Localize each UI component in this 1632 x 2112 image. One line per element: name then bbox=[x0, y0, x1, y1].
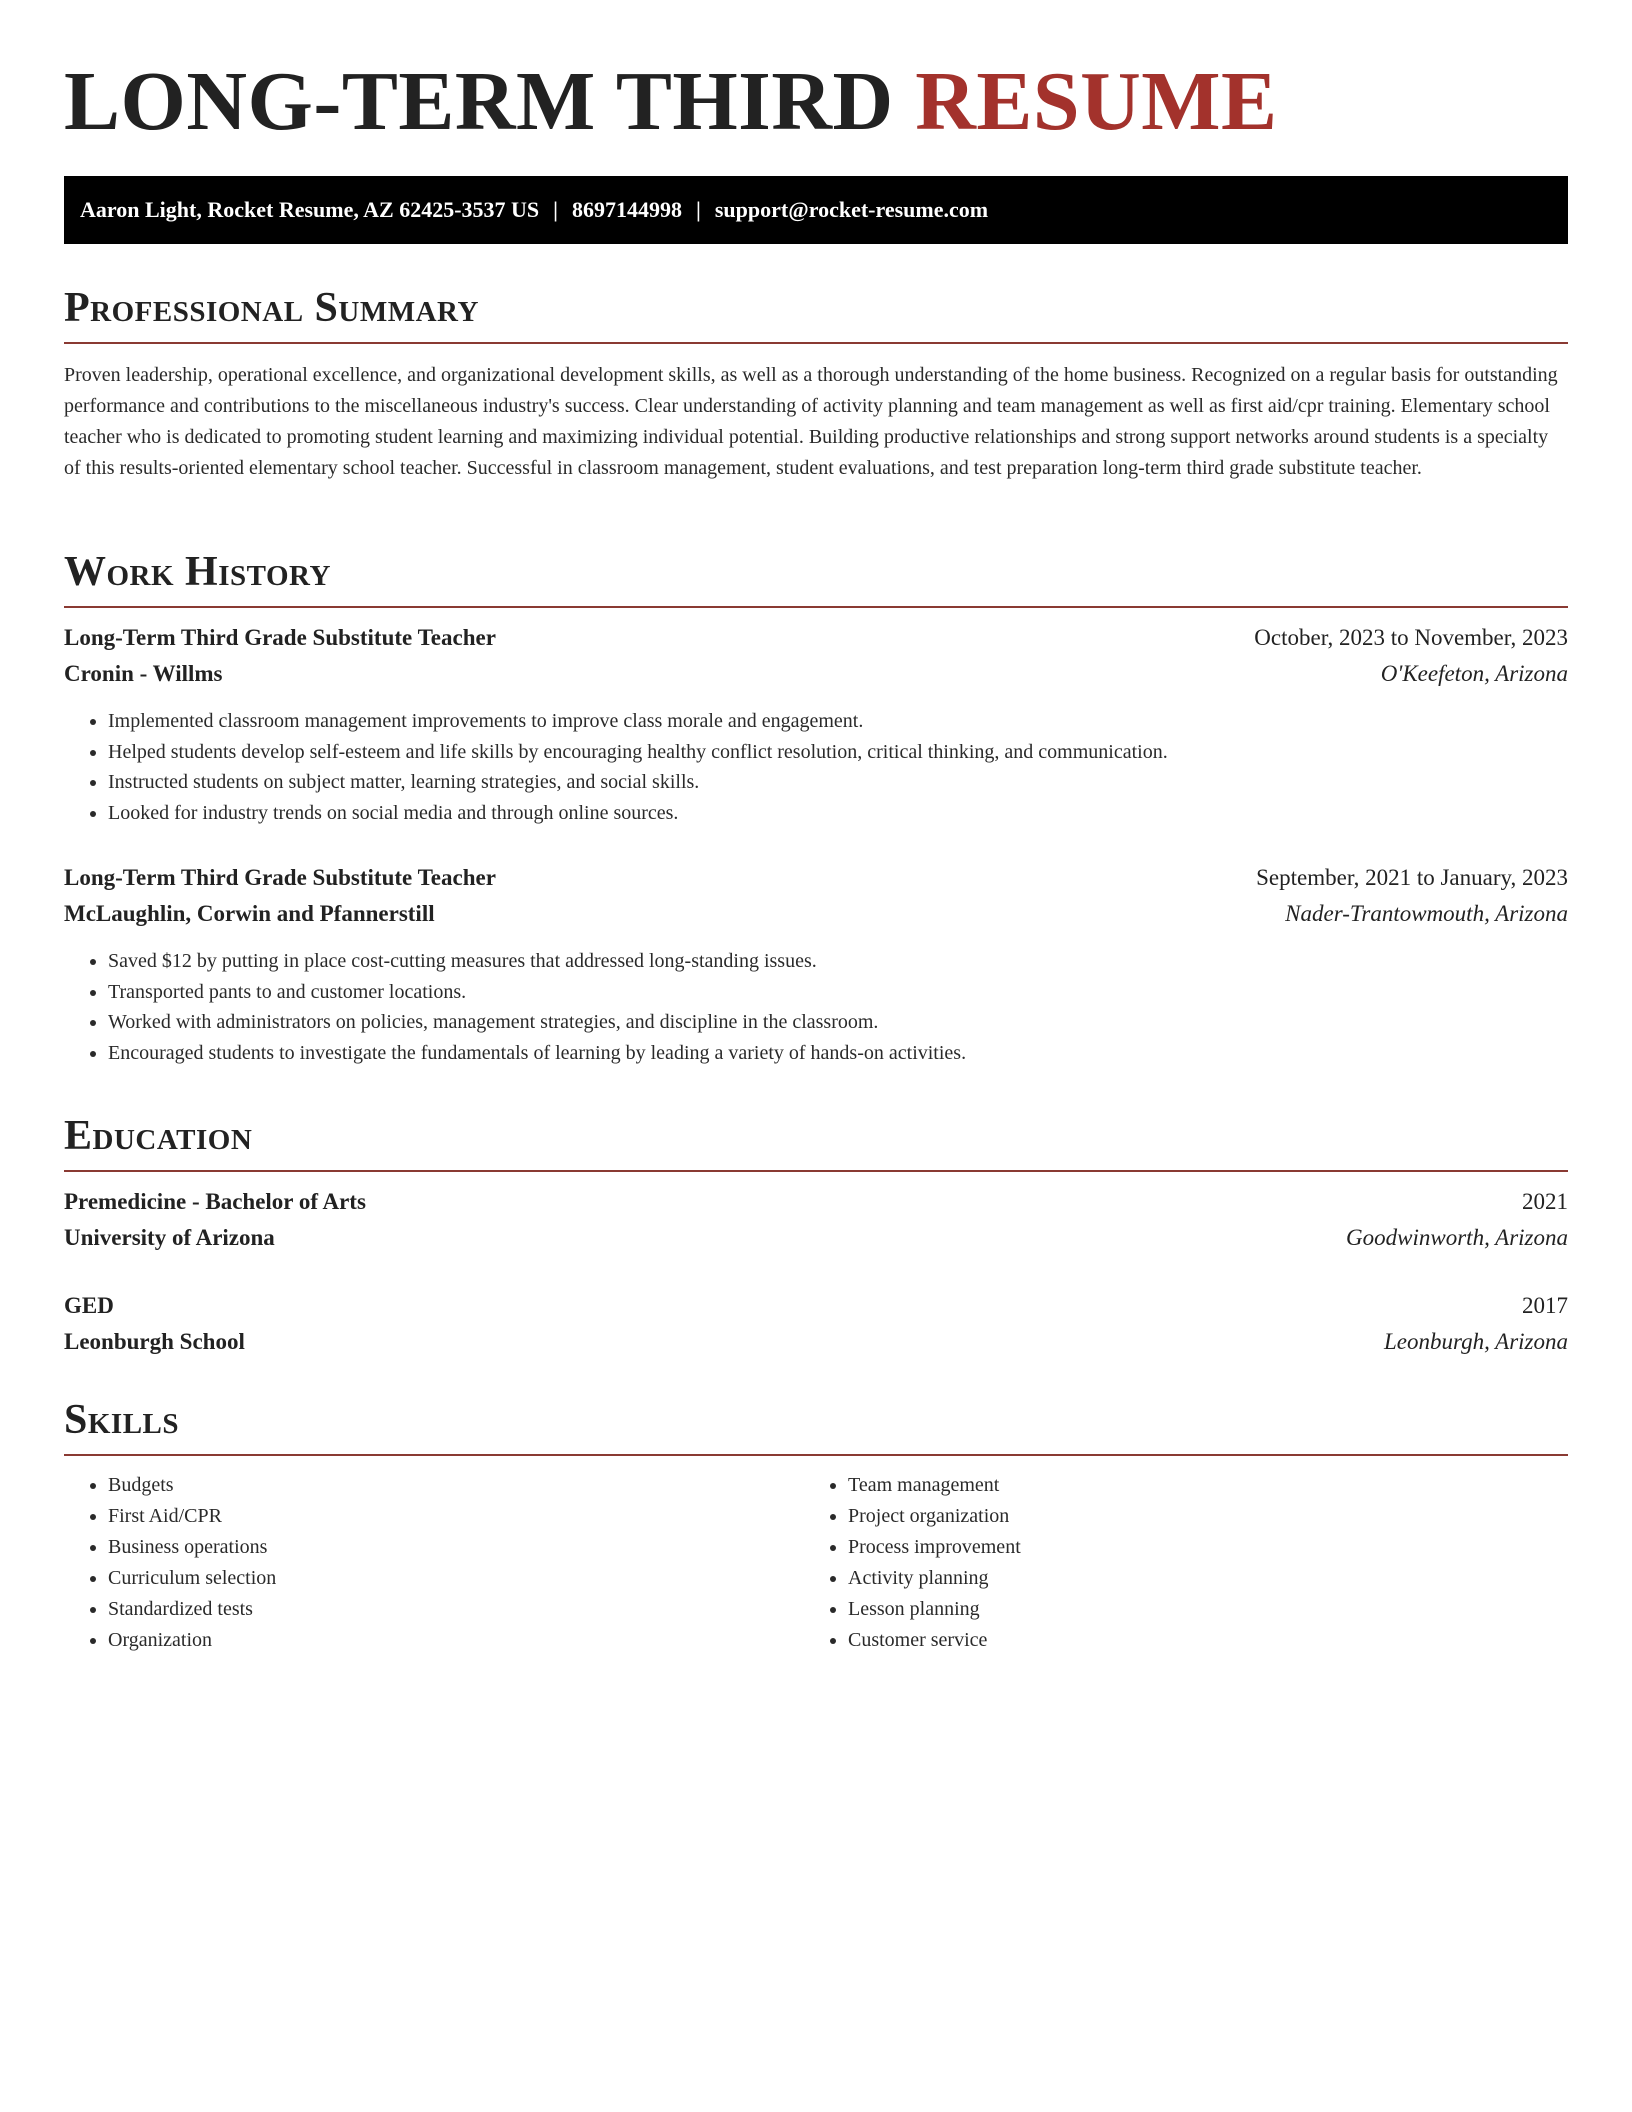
list-item: • Standardized tests bbox=[108, 1594, 804, 1625]
school-name: Leonburgh School bbox=[64, 1329, 245, 1354]
list-item: • Helped students develop self-esteem and life skills by encouraging healthy conflict resolution, critical thinking, and communication. bbox=[108, 737, 1568, 768]
skills-section bbox=[64, 1392, 1568, 1656]
education-year: 2017 bbox=[1522, 1293, 1568, 1318]
summary-heading: Professional Summary bbox=[64, 280, 1568, 344]
job-dates: September, 2021 to January, 2023 bbox=[1256, 865, 1568, 890]
list-item: • Saved $12 by putting in place cost-cutting measures that addressed long-standing issues. bbox=[108, 946, 1568, 977]
work-history-heading: Work History bbox=[64, 544, 1568, 608]
list-item: • Business operations bbox=[108, 1532, 804, 1563]
work-entry bbox=[64, 620, 1568, 828]
education-entry-row bbox=[64, 1288, 1568, 1324]
education-entry bbox=[64, 1184, 1568, 1256]
list-item: • Project organization bbox=[848, 1501, 1544, 1532]
title-main: LONG-TERM THIRD bbox=[64, 55, 894, 148]
contact-email: support@rocket-resume.com bbox=[714, 197, 989, 222]
skills-list-left bbox=[64, 1470, 804, 1656]
job-title: Long-Term Third Grade Substitute Teacher bbox=[64, 865, 496, 890]
list-item: • Transported pants to and customer locations. bbox=[108, 977, 1568, 1008]
job-location: Nader-Trantowmouth, Arizona bbox=[1285, 901, 1568, 926]
list-item: • Team management bbox=[848, 1470, 1544, 1501]
work-entry-row bbox=[64, 656, 1568, 692]
skills-heading: Skills bbox=[64, 1392, 1568, 1456]
education-heading: Education bbox=[64, 1108, 1568, 1172]
list-item: • Organization bbox=[108, 1625, 804, 1656]
list-item: • Implemented classroom management improvements to improve class morale and engagement. bbox=[108, 706, 1568, 737]
list-item: • Worked with administrators on policies, management strategies, and discipline in the classroom. bbox=[108, 1007, 1568, 1038]
list-item: • Customer service bbox=[848, 1625, 1544, 1656]
list-item: • Encouraged students to investigate the fundamentals of learning by leading a variety of hands-on activities. bbox=[108, 1038, 1568, 1069]
school-location: Goodwinworth, Arizona bbox=[1346, 1225, 1568, 1250]
skills-columns bbox=[64, 1470, 1568, 1656]
summary-section bbox=[64, 280, 1568, 484]
degree: GED bbox=[64, 1293, 114, 1318]
job-title: Long-Term Third Grade Substitute Teacher bbox=[64, 625, 496, 650]
list-item: • Process improvement bbox=[848, 1532, 1544, 1563]
work-entry-row bbox=[64, 896, 1568, 932]
education-entry bbox=[64, 1288, 1568, 1360]
contact-phone: 8697144998 bbox=[572, 197, 683, 222]
work-history-section bbox=[64, 544, 1568, 1068]
education-section bbox=[64, 1108, 1568, 1360]
title-accent: RESUME bbox=[915, 55, 1278, 148]
job-bullets bbox=[64, 706, 1568, 828]
education-entry-row bbox=[64, 1220, 1568, 1256]
work-entry bbox=[64, 860, 1568, 1068]
resume-title bbox=[64, 52, 1278, 152]
list-item: • Activity planning bbox=[848, 1563, 1544, 1594]
contact-bar bbox=[64, 176, 1568, 244]
list-item: • Looked for industry trends on social media and through online sources. bbox=[108, 798, 1568, 829]
school-location: Leonburgh, Arizona bbox=[1383, 1329, 1568, 1354]
contact-separator: | bbox=[553, 197, 559, 222]
list-item: • Curriculum selection bbox=[108, 1563, 804, 1594]
education-year: 2021 bbox=[1522, 1189, 1568, 1214]
list-item: • First Aid/CPR bbox=[108, 1501, 804, 1532]
skills-list-right bbox=[804, 1470, 1544, 1656]
work-entry-row bbox=[64, 620, 1568, 656]
company-name: McLaughlin, Corwin and Pfannerstill bbox=[64, 901, 435, 926]
education-entry-row bbox=[64, 1324, 1568, 1360]
education-entry-row bbox=[64, 1184, 1568, 1220]
list-item: • Lesson planning bbox=[848, 1594, 1544, 1625]
degree: Premedicine - Bachelor of Arts bbox=[64, 1189, 366, 1214]
job-bullets bbox=[64, 946, 1568, 1068]
work-entry-row bbox=[64, 860, 1568, 896]
contact-separator: | bbox=[696, 197, 701, 222]
job-location: O'Keefeton, Arizona bbox=[1380, 661, 1568, 686]
summary-text: Proven leadership, operational excellence, and organizational development skills, as well as a thorough understanding of the home business. Recognized on a regular basis for outstanding performance and contributions to the miscellaneous industry's success. Clear understanding of activity planning and team management as well as first aid/cpr training. Elementary school teacher who is dedicated to promoting student learning and maximizing individual potential. Building productive relationships and strong support networks around students is a specialty of this results-oriented elementary school teacher. Successful in classroom management, student evaluations, and test preparation long-term third grade substitute teacher. bbox=[64, 364, 1558, 479]
job-dates: October, 2023 to November, 2023 bbox=[1254, 625, 1568, 650]
list-item: • Instructed students on subject matter, learning strategies, and social skills. bbox=[108, 767, 1568, 798]
list-item: • Budgets bbox=[108, 1470, 804, 1501]
contact-address: Aaron Light, Rocket Resume, AZ 62425-3537 US bbox=[80, 197, 540, 222]
school-name: University of Arizona bbox=[64, 1225, 275, 1250]
company-name: Cronin - Willms bbox=[64, 661, 223, 686]
